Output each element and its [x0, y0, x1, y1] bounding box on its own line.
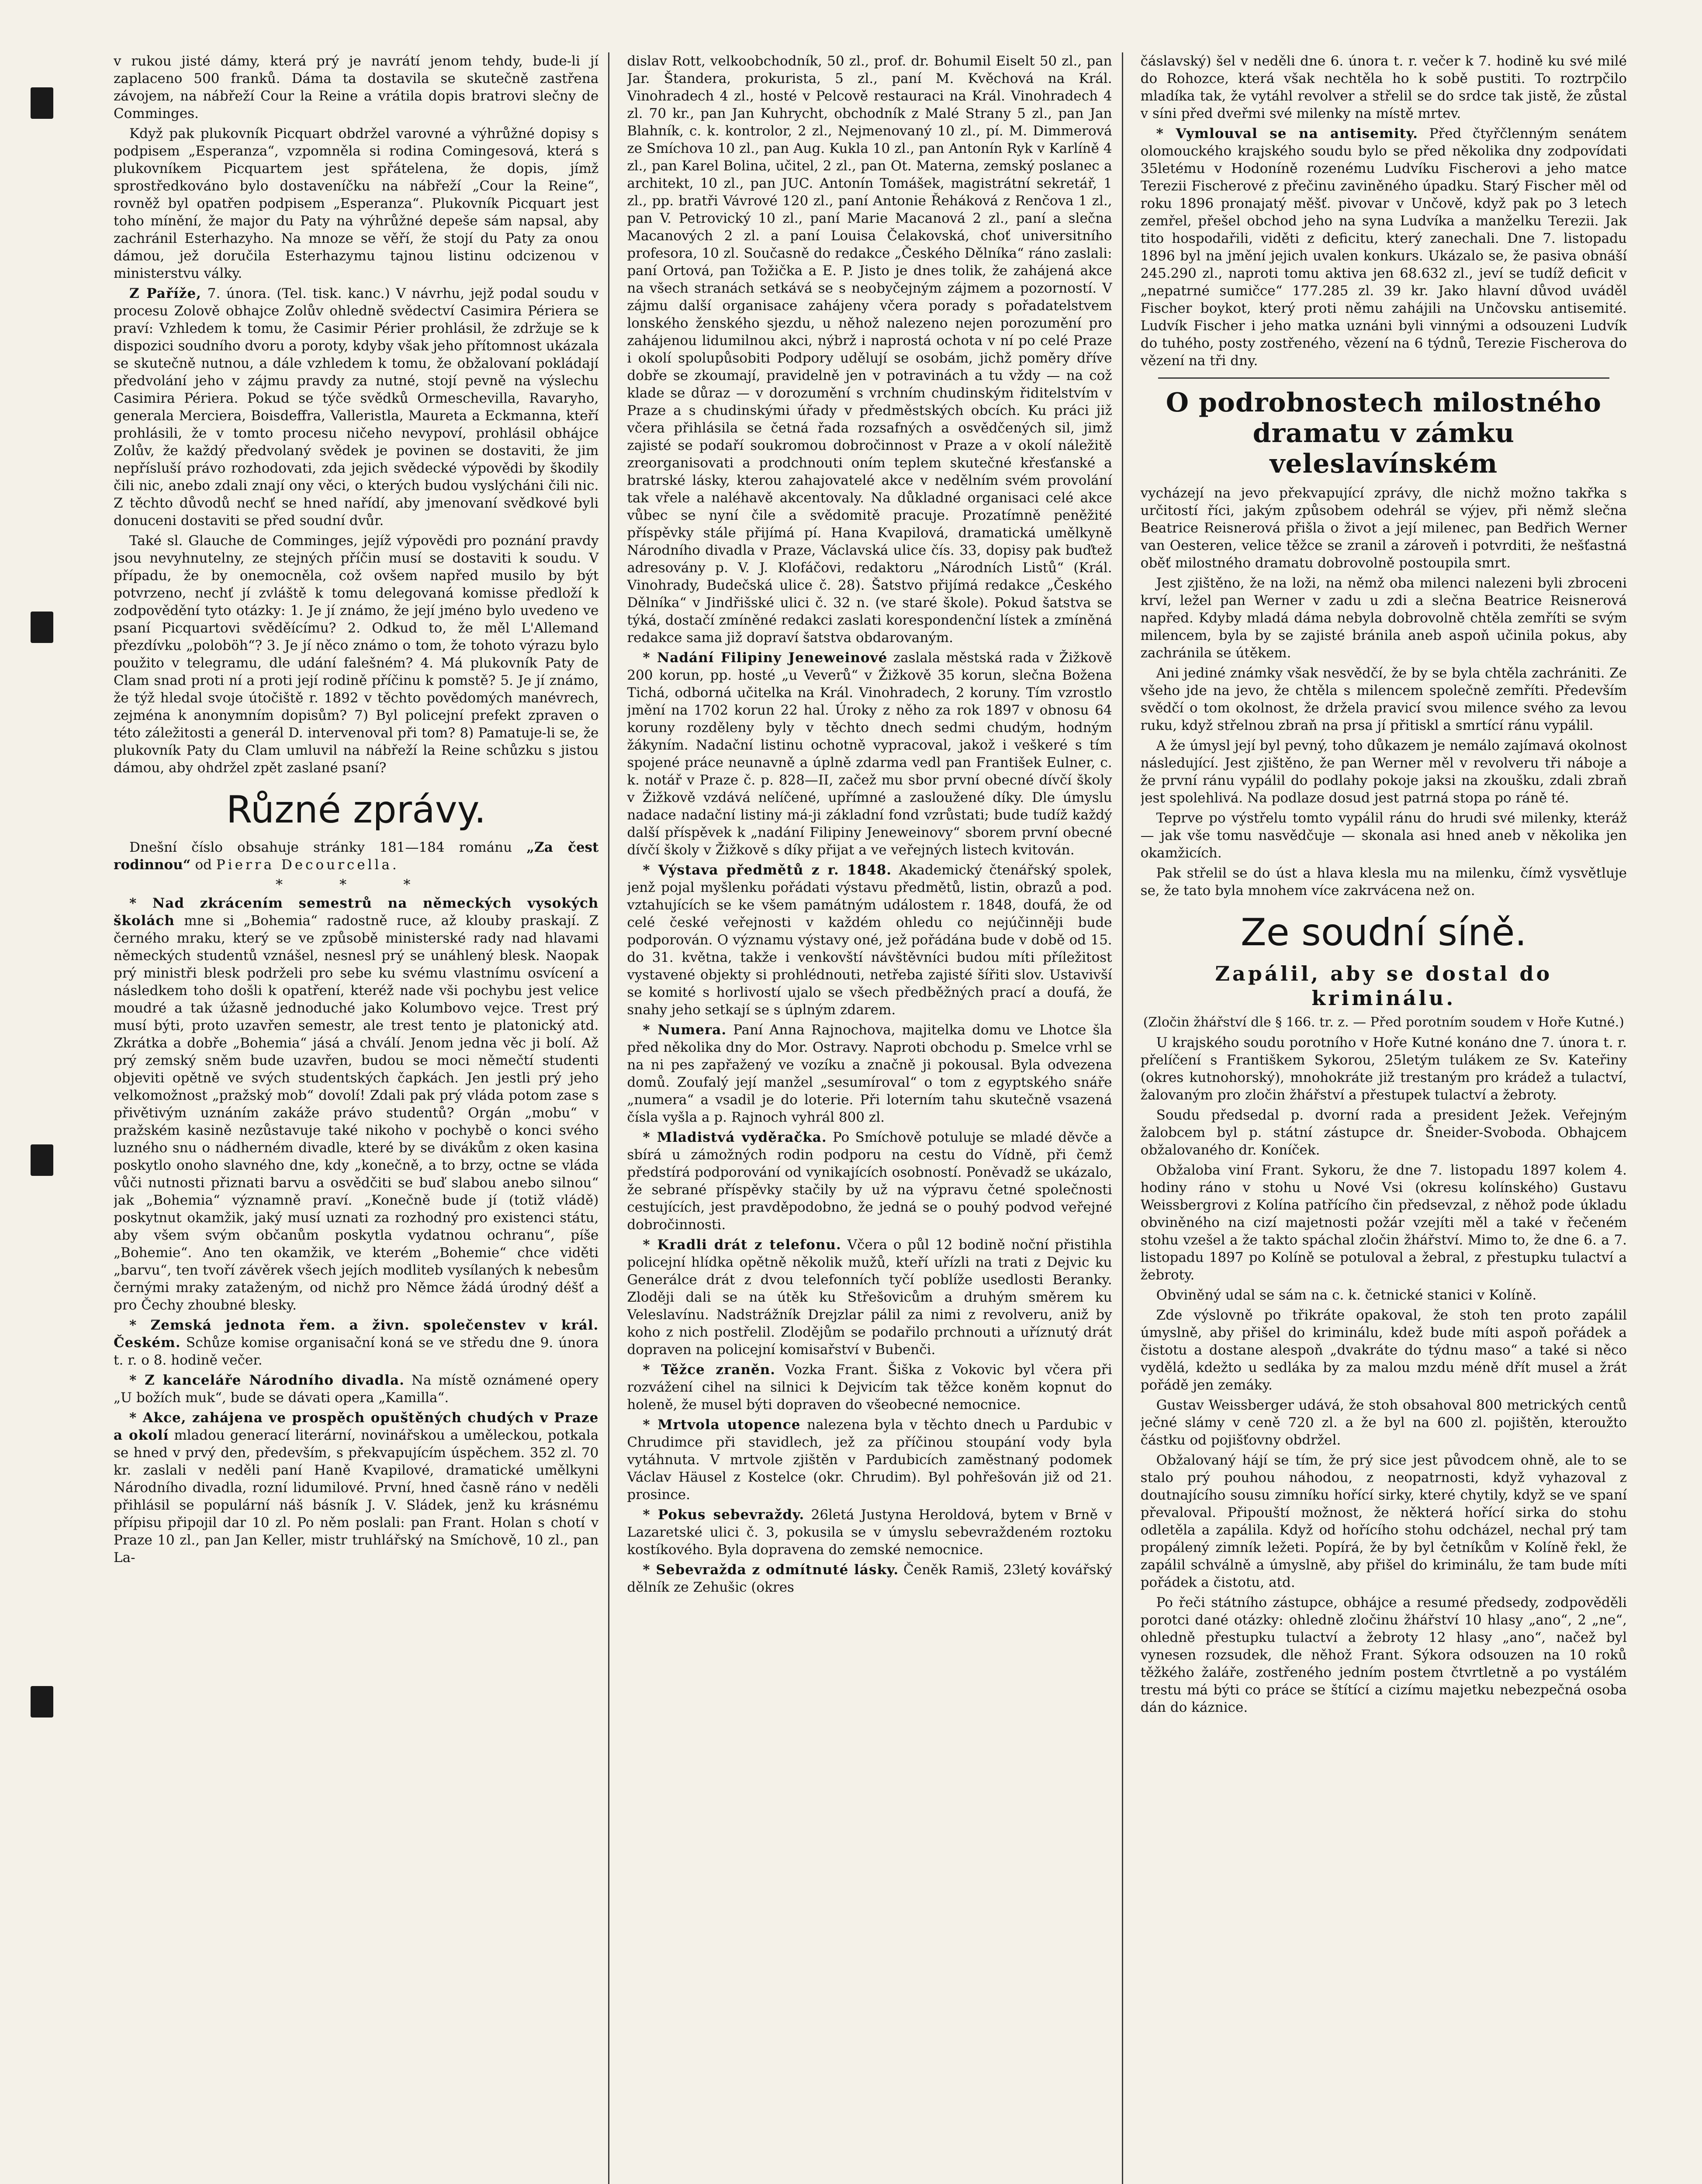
article-headline: Zapálil, aby se dostal do kriminálu.: [1215, 962, 1553, 1010]
section-divider-stars: * * *: [275, 876, 437, 893]
paragraph: [627, 1506, 1112, 1559]
dateline: Z Paříže,: [129, 286, 202, 301]
paragraph: Teprve po výstřelu tomto vypálil ránu do hrudi své milenky, kteráž — jak vše tomu nasvědčuje — skonala asi hned aneb v několika jen okamžicích.: [1140, 810, 1627, 861]
author-name: Pierra Decourcella.: [216, 857, 399, 873]
paragraph-text: Vozka Frant. Šiška z Vokovic byl včera při rozvážení cihel na silnici k Dejvicím tak těžce koněm kopnut do holeně, že musel býti dopraven do všeobecné nemocnice.: [627, 1362, 1112, 1413]
paragraph-text: Včera o půl 12 bodině noční přistihla policejní hlídka opětně několik mužů, kteří uřízli na trati z Dejvic ku Generálce drát z dvou telefonních tyčí poblíže usedlosti Beranky. Zloději dali se na útěk ku Střešovicům a druhým směrem ku Veleslavínu. Nadstrážník Drejzlar pálil za nimi z revolveru, aniž by koho z nich postřelil. Zlodějům se podařilo prchnouti a uříznutý drát dopraven na policejní komisařství v Bubenči.: [627, 1237, 1112, 1358]
paragraph-text: Před čtyřčlenným senátem olomouckého krajského soudu bylo se před několika dny zodpovídati 35letému v Hodoníně rozenému Ludvíku Fischerovi a jeho matce Terezii Fischerové z přečinu zaviněného úpadku. Starý Fischer měl od roku 1896 pronajatý měšť. pivovar v Unčově, když pak po 3 letech zemřel, přešel obchod jeho na syna Ludvíka a manželku Terezii. Jak tito hospodařili, viděti z deficitu, který zanechali. Dne 7. listopadu 1896 byl na jmění jejich uvalen konkurs. Ukázalo se, že pasiva obnáší 245.290 zl., naproti tomu aktiva jen 68.632 zl., jeví se tudíž deficit v „nepatrné sumičce“ 177.285 zl. 39 kr. Jako hlavní důvod uváděl Fischer boykot, který proti němu zahájili na Unčovsku antisemité. Ludvík Fischer i jeho matka uznáni byli vinnými a odsouzeni Ludvík do tuhého, posty zostřeného, vězení na 6 týdnů, Terezie Fischerova do vězení na tři dny.: [1140, 126, 1627, 369]
paragraph-text: mladou generací literární, novinářskou a uměleckou, potkala se hned v prvý den, především, s překvapujícím úspěchem. 352 zl. 70 kr. zaslali v neděli paní Haně Kvapilové, dramatické umělkyni Národního divadla, rozní lidumilové. První, hned časně ráno v neděli přihlásil se populární náš básník J. V. Sládek, jenž ku krásnému přípisu připojil dar 10 zl. Po něm poslali: pan Frant. Holan s chotí v Praze 10 zl., pan Jan Keller, mistr truhlářský na Smíchově, 10 zl., pan La-: [114, 1427, 599, 1565]
item-headline: * Akce, zahájena ve prospěch opuštěných chudých v Praze a okolí: [114, 1410, 599, 1443]
paragraph-text: od: [190, 857, 216, 873]
item-headline: * Mrtvola utopence: [643, 1417, 801, 1433]
paragraph-text: Po Smíchově potuluje se mladé děvče a sbírá u zámožných rodin podporu na cestu do Vídně, při čemž předstírá podporování od vynikajících osobností. Poněvadž se ukázalo, že sebrané příspěvky stačily by už na výpravu četné společnosti cestujících, jest pravděpodobno, že jedná se o pouhý podvod veřejné dobročinnosti.: [627, 1130, 1112, 1233]
paragraph: [627, 649, 1112, 859]
paragraph: A že úmysl její byl pevný, toho důkazem je nemálo zajímavá okolnost následující. Jest zjištěno, že pan Werner měl v revolveru tři náboje a že první ránu vypálil do podlahy pokoje jaksi na zkoušku, zdali zbraň jest spolehlivá. Na podlaze dosud jest patrná stopa po ráně té.: [1140, 738, 1627, 806]
item-headline: * Nadání Filipiny Jeneweinové: [643, 650, 888, 666]
paragraph: U krajského soudu porotního v Hoře Kutné konáno dne 7. února t. r. přelíčení s Františkem Sykorou, 25letým tulákem ze Sv. Kateřiny (okres kutnohorský), mnohokráte již trestaným pro krádež a tulactví, žalovaným pro zločin žhářství a přestupek tulactví a žebroty.: [1140, 1035, 1627, 1103]
item-headline: * Sebevražda z odmítnuté lásky.: [643, 1562, 899, 1578]
paragraph-text: Čeněk Ramiš, 23letý kovářský dělník ze Zehušic (okres: [627, 1562, 1112, 1595]
divider-rule: [1158, 377, 1609, 379]
paragraph: [627, 1236, 1112, 1358]
paragraph-text: Dnešní číslo obsahuje stránky 181—184 románu: [129, 840, 527, 855]
item-headline: * Numera.: [643, 1022, 727, 1038]
paragraph: [114, 1317, 598, 1369]
paragraph: [627, 1021, 1112, 1126]
binding-hole: [31, 1686, 53, 1717]
paragraph: [114, 839, 598, 874]
paragraph: Také sl. Glauche de Comminges, jejíž výpovědi pro poznání pravdy jsou nevyhnutelny, ze stejných příčin musí se dostaviti k soudu. V případu, že by onemocněla, což ovšem napřed musilo by být potvrzeno, nechť jí zvláště k tomu delegovaná komisse předloží k zodpovědění tyto otázky: 1. Je jí známo, že její jméno bylo uvedeno ve psaní Picquartovi svěděícímu? 2. Odkud to, že měl L'Allemand přezdívku „poloböh“? 3. Je jí něco známo o tom, že tohoto výrazu bylo použito v telegramu, dle udání falešném? 4. Má plukovník Paty de Clam snad proti ní a proti její rodině příčinu k pomstě? 5. Je jí známo, že týž hledal svoje útočiště r. 1892 v těchto povědomých manévrech, zejména k anonymním dopisům? 7) Byl policejní prefekt zpraven o této záležitosti a generál D. intervenoval při tom? 8) Pamatuje-li se, že plukovník Paty du Clam umluvil na nábřeží la Reine schůzku s jistou dámou, aby ohdržel zpět zaslané psaní?: [114, 533, 599, 776]
paragraph-text: Paní Anna Rajnochova, majitelka domu ve Lhotce šla před několika dny do Mor. Ostravy. Naproti obchodu p. Smelce vrhl se na ni pes zapřažený ve vozíku a značně ji pokousal. Byla odvezena domů. Zoufalý její manžel „sesumíroval“ o tom z egyptského snáře „numera“ a vsadil je do loterie. Při loterním tahu skutečně vsazená čísla vyšla a p. Rajnoch vyhrál 800 zl.: [627, 1022, 1112, 1125]
article-headline: O podrobnostech milostného dramatu v zámku veleslavínském: [1166, 387, 1602, 479]
paragraph-text: Akademický čtenářský spolek, jenž pojal myšlenku pořádati výstavu předmětů, listin, obrazů a pod. vztahujících se ke všem památným událostem r. 1848, doufá, že od celé české veřejnosti v každém ohledu co nejúčinněji bude podporován. O významu výstavy oné, jež pořádána bude v době od 15. do 31. května, takže i venkovští návštěvníci budou míti příležitost vystavené objekty si prohlédnouti, netřeba zajisté šířiti slov. Ustavivší se komité s horlivostí ujalo se všech předběžných prací a doufá, že snahy jeho setkají se s úplným zdarem.: [627, 862, 1112, 1018]
paragraph: [627, 1561, 1112, 1596]
column-3: [1141, 52, 1636, 2184]
section-heading: Různé zprávy.: [226, 788, 486, 832]
item-headline: * Nad zkrácením semestrů na německých vysokých školách: [114, 895, 599, 929]
paragraph: Když pak plukovník Picquart obdržel varovné a výhrůžné dopisy s podpisem „Esperanza“, vzpomněla si rodina Comingesová, která s plukovníkem Picquartem jest spřátelena, že dopis, jímž sprostředkováno bylo dostaveníčku na nábřeží „Cour la Reine“, rovněž byl opatřen podpisem „Esperanza“. Plukovník Picquart jest toho mínění, že major du Paty na výhrůžné depeše sám napsal, aby zachránil Esterhazyho. Na mnoze se věří, že stojí du Paty za onou dámou, jež doručila Esterhazymu tajnou listinu odcizenou v ministerstvu války.: [114, 126, 599, 281]
paragraph-text: Schůze komise organisační koná se ve středu dne 9. února t. r. o 8. hodině večer.: [114, 1335, 599, 1368]
paragraph: [627, 1361, 1112, 1413]
paragraph: Jest zjištěno, že na loži, na němž oba milenci nalezeni byli zbroceni krví, ležel pan Werner v zadu u zdi a slečna Beatrice Reisnerová napřed. Kdyby mladá dáma nebyla dobrovolně chtěla zemříti se svým milencem, byla by se zajisté bránila aneb aspoň učinila pokus, aby zachránila se útěkem.: [1140, 575, 1627, 661]
paragraph-text: Na místě oznámené opery „U božích muk“, bude se dávati opera „Kamilla“.: [114, 1372, 599, 1406]
paragraph: [114, 285, 598, 529]
binding-hole: [31, 87, 53, 119]
item-headline: * Kradli drát z telefonu.: [643, 1237, 841, 1253]
paragraph: čáslavský) šel v neděli dne 6. února t. r. večer k 7. hodině ku své milé do Rohozce, která však nechtěla ho k sobě pustiti. To roztrpčilo mladíka tak, že vytáhl revolver a střelil se do srdce tak jistě, že zůstal v síni před dveřmi své milenky na místě mrtev.: [1140, 53, 1627, 121]
paragraph-text: 7. února. (Tel. tisk. kanc.) V návrhu, jejž podal soudu v procesu Zolově obhajce Zolův ohledně svědectví Casimira Périera se praví: Vzhledem k tomu, že Casimir Périer prohlásil, že zdržuje se k dispozici soudního dvoru a poroty, kdyby však jeho přítomnost ukázala se skutečně nutnou, a dále vzhledem k tomu, že obžalovaní pokládají předvolání jeho v zájmu pravdy za nutné, stojí pevně na výslechu Casimira Périera. Pokud se týče svědků Ormeschevilla, Ravaryho, generala Merciera, Boisdeffra, Valleristla, Maureta a Eckmanna, kteří prohlásili, že v tomto procesu ničeho nevypoví, prohlásil obhájce Zolův, že každý předvolaný svědek je povinen se dostaviti, že jim nepřísluší právo rozhodovati, zda jejich svědecké výpovědi by škodily čili nic, anebo zdali znají ony věci, o kterých budou vyslýcháni čili nic. Z těchto důvodů nechť se hned nařídí, aby jmenovaní svědkové byli donuceni dostaviti se před soudní dvůr.: [114, 286, 599, 529]
paragraph: [114, 1409, 598, 1566]
paragraph: v rukou jisté dámy, která prý je navrátí jenom tehdy, bude-li jí zaplaceno 500 franků. Dáma ta dostavila se skutečně zastřena závojem, na nábřeží Cour la Reine a vrátila dopis bratrovi slečny de Comminges.: [114, 53, 599, 121]
item-headline: * Vymlouval se na antisemity.: [1156, 126, 1418, 142]
novel-title: „Za čest rodinnou“: [114, 840, 599, 873]
paragraph: Ani jediné známky však nesvědčí, že by se byla chtěla zachrániti. Ze všeho jde na jevo, že chtěla s milencem společně zemříti. Především svědčí o tom okolnost, že držela pravicí svou milence svého za levou ruku, když střelnou zbraň na prsa jí přitiskl a smrtící ránu vypálil.: [1140, 665, 1627, 733]
paragraph: [114, 895, 598, 1314]
column-1: [114, 52, 609, 2184]
paragraph-text: 26letá Justyna Heroldová, bytem v Brně v Lazaretské ulici č. 3, pokusila se v úmyslu sebevraždeném roztoku kostíkového. Byla dopravena do zemské nemocnice.: [627, 1507, 1112, 1558]
paragraph: vycházejí na jevo překvapující zprávy, dle nichž možno takřka s určitostí říci, jakým způsobem odehrál se výjev, při němž slečna Beatrice Reisnerová přišla o život a její milenec, pan Bedřich Werner van Oesteren, velice těžce se zranil a zároveň i potvrditi, že nešťastná oběť milostného dramatu dobrovolně postoupila smrt.: [1140, 485, 1627, 571]
binding-holes: [31, 0, 57, 2184]
binding-hole: [31, 612, 53, 643]
item-headline: * Výstava předmětů z r. 1848.: [643, 862, 892, 878]
paragraph-text: nalezena byla v těchto dnech u Pardubic v Chrudimce při stavidlech, jež za příčinou stoupání vody byla vytáhnuta. V mrtvole zjištěn v Pardubicích zaměstnaný podomek Václav Häusel z Kostelce (okr. Chrudim). Byl pohřešován již od 21. prosince.: [627, 1417, 1112, 1503]
paragraph-text: zaslala městská rada v Žižkově 200 korun, pp. hosté „u Veverů“ v Žižkově 35 korun, slečna Božena Tichá, odborná učitelka na Král. Vinohradech, 2 koruny. Tím vzrostlo jmění na 1702 korun 22 hal. Úroky z něho za rok 1897 v obnosu 64 koruny rozděleny byly v těchto dnech sedmi chudým, hodným žákyním. Nadační listinu ochotně vypracoval, jakož i veškeré s tím spojené práce neunavně a úplně zdarma vedl pan František Eulner, c. k. notář v Praze č. p. 828—II, začež mu sbor první obecné dívčí školy v Žižkově vzdává nelíčené, upřímné a zasloužené díky. Dle úmyslu nadace nadační listiny má-ji základní fond vzrůstati; bude tudíž každý další příspěvek k „nadání Filipiny Jeneweinovy“ sborem první obecné dívčí školy v Žižkově s díky přijat a ve veřejných listech kvitován.: [627, 650, 1112, 858]
column-2: [627, 52, 1123, 2184]
paragraph: dislav Rott, velkoobchodník, 50 zl., prof. dr. Bohumil Eiselt 50 zl., pan Jar. Štandera, prokurista, 5 zl., paní M. Kvěchová na Král. Vinohradech 4 zl., hosté v Pelcově restauraci na Král. Vinohradech 4 zl. 70 kr., pan Jan Kuhrycht, obchodník z Malé Strany 5 zl., pan Jan Blahník, c. k. kontrolor, 2 zl., Nejmenovaný 10 zl., pí. M. Dimmerová ze Smíchova 10 zl., pan Aug. Kukla 10 zl., pan Antonín Ryk v Karlíně 4 zl., pan Karel Bolina, učitel, 2 zl., pan Ot. Materna, zemský poslanec a architekt, 10 zl., pan JUC. Antonín Tomášek, magistrátní sekretář, 1 zl., pp. bratři Vávrové 120 zl., paní Antonie Řeháková z Renčova 1 zl., pan V. Petrovický 10 zl., paní Marie Macanová 2 zl., paní a slečna Macanových 2 zl. a paní Louisa Čelakovská, choť universitního profesora, 10 zl. Současně do redakce „Českého Dělníka“ ráno zaslali: paní Ortová, pan Tožička a E. P. Jisto je dnes tolik, že zahájená akce na všech stranách setkává se s neobyčejným zájmem a pozorností. V zájmu další organisace zahájeny včera porady s pořadatelstvem lonského ženského sjezdu, u něhož nalezeno nejen porozumění pro zahájenou lidumilnou akci, nýbrž i naprostá ochota v ní po celé Praze i okolí spolupůsobiti Podpory udělují se osobám, jichž poměry dříve dobře se zkoumají, pravidelně jen v potravinách a tu vždy — na což klade se důraz — v dorozumění s vrchním chudinským řiditelstvím v Praze a s chudinskými úřady v předměstských obcích. Ku práci již včera přihlásila se četná řada rozsafných a osvědčených sil, jimž zajisté se podaří soukromou dobročinnost v Praze a v okolí náležitě zreorganisovati a prodchnouti oním teplem skutečné křesťanské a bratrské lásky, kterou zahajovatelé akce v nedělním svém provolání tak vřele a naléhavě akcentovaly. Na důkladné organisaci celé akce vůbec se nyní čile a svědomitě pracuje. Prozatímně peněžité příspěvky stále přijímá pí. Hana Kvapilová, dramatická umělkyně Národního divadla v Praze, Václavská ulice čís. 33, dopisy pak buďtež adresovány p. V. J. Klofáčovi, redaktoru „Národních Listů“ (Král. Vinohrady, Budečská ulice č. 28). Šatstvo přijímá redakce „Českého Dělníka“ v Jindřišské ulici č. 32 n. (ve staré škole). Pokud šatstva se týká, dostačí zmíněné redakci zaslati korespondenční lístek a zmíněná redakce sama již dopraví šatstva obdarovaným.: [627, 53, 1112, 646]
paragraph: Gustav Weissberger udává, že stoh obsahoval 800 metrických centů ječné slámy v ceně 720 zl. a že byl na 600 zl. pojištěn, kteroužto částku od pojišťovny obdržel.: [1140, 1397, 1627, 1448]
paragraph: Obžalovaný hájí se tím, že prý sice jest původcem ohně, ale to se stalo prý pouhou náhodou, z neopatrnosti, když vyhazoval z doutnajícího sousu zimníku hořící sirky, které chytily, když se ve spaní převaloval. Připouští možnost, že některá hořící sirka do stohu odletěla a zapálila. Když od hořícího stohu odcházel, nechal prý tam propálený zimník ležeti. Popírá, že by byl četníkům v Kolíně řekl, že zapálil schválně a úmyslně, aby přišel do kriminálu, že tam bude míti pořádek a čistotu, atd.: [1140, 1452, 1627, 1590]
paragraph: Pak střelil se do úst a hlava klesla mu na milenku, čímž vysvětluje se, že tato byla mnohem více zakrvácena než on.: [1140, 865, 1627, 898]
item-headline: * Těžce zraněn.: [643, 1362, 776, 1378]
paragraph: [627, 1416, 1112, 1503]
item-headline: * Pokus sebevraždy.: [643, 1507, 805, 1523]
paragraph-text: mne si „Bohemia“ radostně ruce, až klouby praskají. Z černého mraku, který se ve způsobě ministerské rady nad hlavami německých studentů vznášel, nesnesl prý se unáhlený blesk. Naopak prý ministři blesk podrželi pro sebe ku svému vlastnímu osvícení a následkem toho došli k opatření, kteréž nade vši pochybu jest velice moudré a tak úžasně jednoduché jako Kolumbovo vejce. Trest prý musí býti, proto uzavřen semestr, ale trest tento je platonický atd. Zkrátka a dobře „Bohemia“ jásá a chválí. Jenom jedna věc ji bolí. Až prý zemský sněm bude uzavřen, budou se moci němečtí studenti objeviti opětně ve svých studentských čapkách. Jen jestli prý jeho velkomožnost „pražský mob“ dovolí! Zdali pak prý vláda potom zase s přivětivým uznáním zakáže právo studentů? Orgán „mobu“ v pražském kasině nezůstavuje také nikoho v pochybě o konci svého luzného snu o nádherném divadle, které by se divákům z oken kasina poskytlo onoho slavného dne, kdy „konečně, a to brzy, octne se vláda vůči nutnosti přiznati barvu a osvědčiti se buď slabou anebo silnou“ jak „Bohemia“ významně praví. „Konečně bude jí (totiž vládě) poskytnut okamžik, jaký musí uznati za rozhodný pro existenci státu, aby všem svým občanům poskytla vydatnou ochranu“, píše „Bohemie“. Ano ten okamžik, ve kterém „Bohemie“ chce viděti „barvu“, ten tvoří závěrek všech jejích modliteb vysílaných k nebesům černými mraky zataženým, od nichž pro Němce žádá úrodný déšť a pro Čechy zhoubné blesky.: [114, 913, 599, 1313]
item-headline: * Mladistvá vyděračka.: [643, 1130, 827, 1145]
paragraph: Soudu předsedal p. dvorní rada a president Ježek. Veřejným žalobcem byl p. státní zástupce dr. Šneider-Svoboda. Obhajcem obžalovaného dr. Koníček.: [1140, 1107, 1627, 1158]
paragraph: [627, 1129, 1112, 1234]
paragraph: [1141, 125, 1627, 370]
item-headline: * Zemská jednota řem. a živn. společenstev v král. Českém.: [114, 1317, 599, 1351]
paragraph: [627, 861, 1112, 1019]
paragraph: Zde výslovně po třikráte opakoval, že stoh ten proto zapálil úmyslně, aby přišel do kriminálu, kdež bude míti aspoň pořádek a čistotu a dostane alespoň „dvakráte do týdnu maso“ a také si něco vydělá, kdežto u sedláka by za malou mzdu méně dřít musel a žrát pořádě jen zemáky.: [1140, 1307, 1627, 1393]
paragraph: Obviněný udal se sám na c. k. četnické stanici v Kolíně.: [1156, 1287, 1537, 1303]
paragraph: [114, 1372, 598, 1406]
binding-hole: [31, 1144, 53, 1176]
section-heading: Ze soudní síně.: [1240, 911, 1527, 954]
paragraph: Obžaloba viní Frant. Sykoru, že dne 7. listopadu 1897 kolem 4. hodiny ráno v stohu u Nové Vsi (okresu kolínského) Gustavu Weissbergrovi z Kolína patřícího čin předsevzal, z něhož pode úkladu obviněného na cizí majetnosti požár vzejíti měl a také v řečeném stohu vzešel a že takto spáchal zločin žhářství. Mimo to, že dne 6. a 7. listopadu 1897 po Kolíně se potuloval a žebral, z přestupku tulactví a žebroty.: [1140, 1162, 1627, 1283]
text-columns: [114, 52, 1636, 2184]
article-subtitle: (Zločin žhářství dle § 166. tr. z. — Před porotním soudem v Hoře Kutné.): [1143, 1015, 1624, 1030]
paragraph: Po řeči státního zástupce, obhájce a resumé předsedy, zodpověděli porotci dané otázky: ohledně zločinu žhářství 10 hlasy „ano“, 2 „ne“, ohledně přestupku tulactví a žebroty 12 hlasy „ano“, načež byl vynesen rozsudek, dle něhož Frant. Sýkora odsouzen na 10 roků těžkého žaláře, zostřeného jedním postem čtvrtletně a po vystálém trestu má býti co práce se štítící a cizímu majetku nebezpečná osoba dán do káznice.: [1140, 1595, 1627, 1715]
item-headline: * Z kanceláře Národního divadla.: [129, 1372, 405, 1388]
